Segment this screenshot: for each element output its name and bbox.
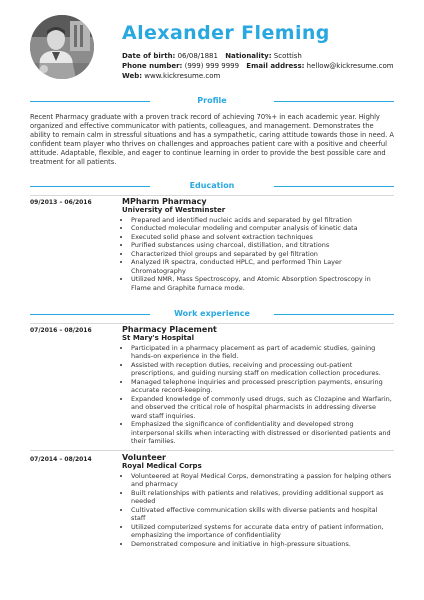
profile-summary: Recent Pharmacy graduate with a proven track record of achieving 70%+ in each academic year. Highly organized and effective communicator with patients, colleagues, and management. Demonstrates the ability to remain calm in stressful situations and has a sympathetic, caring attitude towards those in need. A confident team player who thrives on challenges and approaches patient care with a positive and cheerful attitude. Adaptable, flexible, and eager to continue learning in order to provide the best possible care and treatment for all patients. <box>30 113 394 167</box>
job-title: Volunteer <box>122 453 167 462</box>
dob-value: 06/08/1881 <box>177 52 218 60</box>
entry-date: 09/2013 – 06/2016 <box>30 199 92 206</box>
education-section-heading <box>30 181 394 191</box>
list-item: • Characterized thiol groups and separated by gel filtration <box>131 250 392 258</box>
list-item: • Cultivated effective communication skills with diverse patients and hospital staff <box>131 506 392 523</box>
email-value[interactable]: hellow@kickresume.com <box>306 62 394 70</box>
candidate-name: Alexander Fleming <box>122 22 330 44</box>
heading-rule-right <box>274 314 394 315</box>
list-item: • Prepared and identified nucleic acids and separated by gel filtration <box>131 216 392 224</box>
list-item: • Utilized computerized systems for accurate data entry of patient information, emphasizing the importance of confidentiality <box>131 523 392 540</box>
phone-value: (999) 999 9999 <box>184 62 240 70</box>
profile-heading: Profile <box>197 96 227 105</box>
work-entry <box>122 453 392 548</box>
list-item: • Conducted molecular modeling and computer analysis of kinetic data <box>131 224 392 232</box>
list-item: • Purified substances using charcoal, distillation, and titrations <box>131 241 392 249</box>
portrait-image <box>30 15 94 79</box>
list-item: • Emphasized the significance of confidentiality and developed strong interpersonal skills when interacting with distressed or disoriented patients and their families. <box>131 420 392 445</box>
list-item: • Expanded knowledge of commonly used drugs, such as Clozapine and Warfarin, and observed the critical role of hospital pharmacists in addressing diverse ward staff inquiries. <box>131 395 392 420</box>
nationality-label: Nationality: <box>225 52 272 60</box>
list-item: • Assisted with reception duties, receiving and processing out-patient prescriptions, and guiding nursing staff on medication collection procedures. <box>131 361 392 378</box>
entry-divider <box>30 195 394 196</box>
entry-divider <box>30 450 394 451</box>
list-item: • Demonstrated composure and initiative in high-pressure situations. <box>131 540 392 548</box>
list-item: • Analyzed IR spectra, conducted HPLC, and performed Thin Layer Chromatography <box>131 258 392 275</box>
education-entry <box>122 197 392 292</box>
list-item: • Volunteered at Royal Medical Corps, demonstrating a passion for helping others and pharmacy <box>131 472 392 489</box>
phone-label: Phone number: <box>122 62 183 70</box>
employer-name: St Mary's Hospital <box>122 334 194 342</box>
nationality-value: Scottish <box>273 52 302 60</box>
entry-divider <box>30 323 394 324</box>
degree-title: MPharm Pharmacy <box>122 197 207 206</box>
list-item: • Participated in a pharmacy placement as part of academic studies, gaining hands-on experience in the field. <box>131 344 392 361</box>
education-bullets <box>122 216 392 292</box>
list-item: • Managed telephone inquiries and processed prescription payments, ensuring accurate record-keeping. <box>131 378 392 395</box>
entry-date: 07/2016 – 08/2016 <box>30 327 92 334</box>
web-label: Web: <box>122 72 143 80</box>
job-title: Pharmacy Placement <box>122 325 217 334</box>
dob-label: Date of birth: <box>122 52 176 60</box>
heading-rule-right <box>274 186 394 187</box>
work-section-heading <box>30 309 394 319</box>
list-item: • Executed solid phase and solvent extraction techniques <box>131 233 392 241</box>
web-value[interactable]: www.kickresume.com <box>144 72 221 80</box>
list-item: • Utilized NMR, Mass Spectroscopy, and Atomic Absorption Spectroscopy in Flame and Graphite furnace mode. <box>131 275 392 292</box>
institution-name: University of Westminster <box>122 206 226 214</box>
profile-photo <box>30 15 94 79</box>
employer-name: Royal Medical Corps <box>122 462 202 470</box>
work-entry <box>122 325 392 445</box>
education-heading: Education <box>189 181 235 190</box>
profile-section-heading <box>30 96 394 106</box>
entry-date: 07/2014 – 08/2014 <box>30 456 92 463</box>
work-heading: Work experience <box>174 309 250 318</box>
email-label: Email address: <box>246 62 305 70</box>
work-bullets <box>122 344 392 445</box>
work-bullets <box>122 472 392 548</box>
heading-rule-right <box>274 101 394 102</box>
list-item: • Built relationships with patients and relatives, providing additional support as needed <box>131 489 392 506</box>
contact-info <box>122 51 394 81</box>
